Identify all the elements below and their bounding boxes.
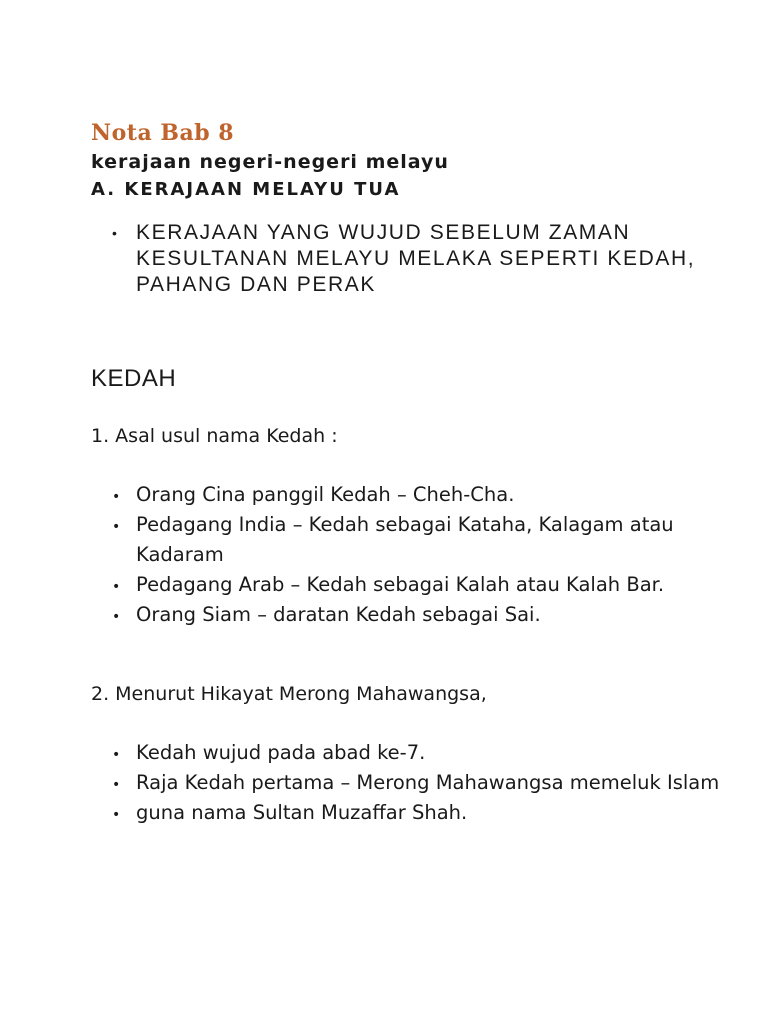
section-a-list	[108, 220, 708, 298]
list-item	[108, 510, 728, 570]
bullet-icon: •	[112, 579, 121, 595]
kedah-heading: KEDAH	[91, 365, 177, 392]
bullet-icon: •	[112, 777, 121, 793]
section-heading: A. KERAJAAN MELAYU TUA	[91, 179, 401, 200]
list-item	[108, 738, 728, 768]
name-origin-list	[108, 480, 728, 630]
list-item	[108, 570, 728, 600]
note-title: Nota Bab 8	[91, 120, 235, 146]
bullet-icon: •	[112, 489, 121, 505]
bullet-icon: •	[112, 807, 121, 823]
hikayat-list	[108, 738, 728, 828]
list-item	[108, 768, 728, 798]
chapter-subtitle: kerajaan negeri-negeri melayu	[91, 151, 449, 173]
list-item-text: guna nama Sultan Muzaffar Shah.	[136, 801, 468, 824]
list-item-text: Pedagang Arab – Kedah sebagai Kalah atau Kalah Bar.	[136, 573, 665, 596]
list-item-text: KERAJAAN YANG WUJUD SEBELUM ZAMAN KESULTANAN MELAYU MELAKA SEPERTI KEDAH, PAHANG DAN PERAK	[136, 221, 696, 296]
list-item-text: Kedah wujud pada abad ke-7.	[136, 741, 426, 764]
bullet-icon: •	[112, 519, 121, 535]
numbered-heading-2: 2. Menurut Hikayat Merong Mahawangsa,	[91, 683, 487, 705]
bullet-icon: •	[112, 225, 119, 241]
list-item	[108, 220, 708, 298]
list-item-text: Raja Kedah pertama – Merong Mahawangsa memeluk Islam	[136, 771, 720, 794]
list-item	[108, 480, 728, 510]
list-item-text: Orang Cina panggil Kedah – Cheh-Cha.	[136, 483, 515, 506]
bullet-icon: •	[112, 747, 121, 763]
list-item	[108, 600, 728, 630]
list-item-text: Pedagang India – Kedah sebagai Kataha, Kalagam atau Kadaram	[136, 513, 674, 566]
numbered-heading-1: 1. Asal usul nama Kedah :	[91, 425, 338, 447]
bullet-icon: •	[112, 609, 121, 625]
list-item-text: Orang Siam – daratan Kedah sebagai Sai.	[136, 603, 541, 626]
list-item	[108, 798, 728, 828]
